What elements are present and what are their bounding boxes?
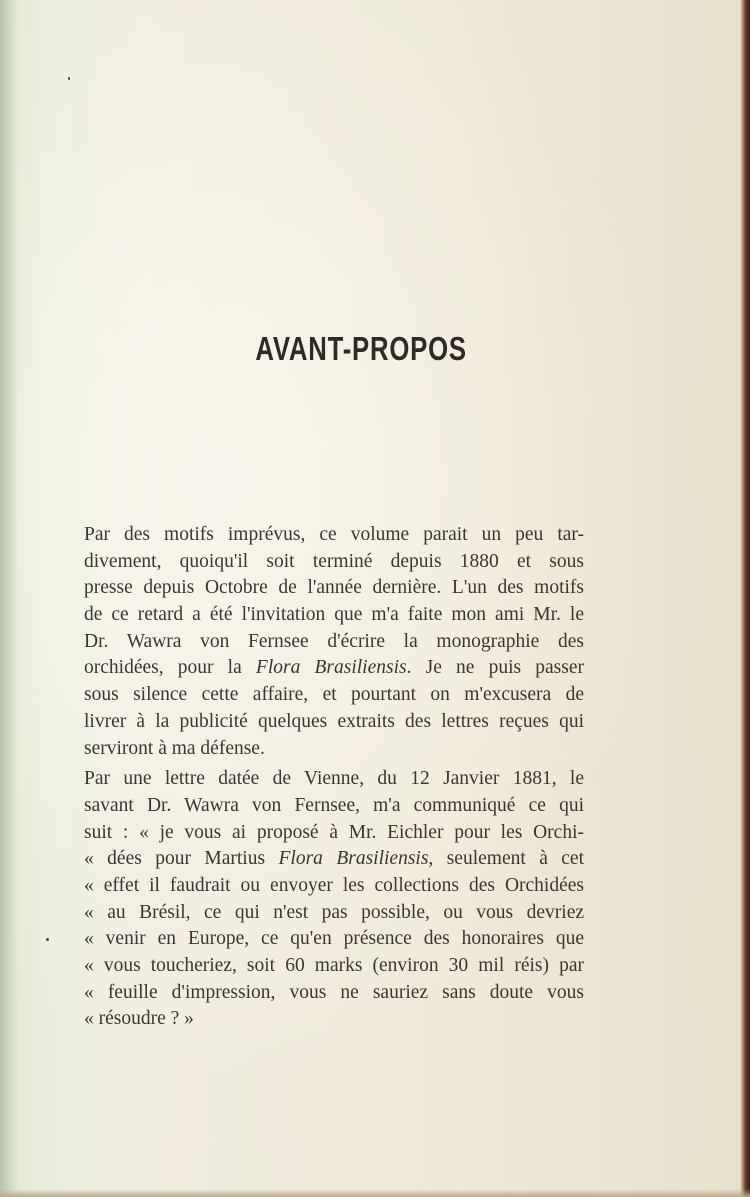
text-line: livrer à la publicité quelques extraits des lettres reçues qui xyxy=(84,710,584,732)
paragraph-2 xyxy=(84,766,584,1033)
text-line: savant Dr. Wawra von Fernsee, m'a communiqué ce qui xyxy=(84,794,584,816)
text-line: « résoudre ? » xyxy=(84,1008,194,1030)
text-line: « effet il faudrait ou envoyer les collections des Orchidées xyxy=(84,874,584,896)
text-line: « vous toucheriez, soit 60 marks (environ 30 mil réis) par xyxy=(84,955,584,976)
ink-speck xyxy=(68,77,70,80)
text-line: Par une lettre datée de Vienne, du 12 Janvier 1881, le xyxy=(84,768,584,790)
text-line: serviront à ma défense. xyxy=(84,737,265,759)
ink-speck xyxy=(46,938,49,941)
book-title-italic: Flora Brasiliensis xyxy=(278,848,429,870)
paragraph-1 xyxy=(84,522,584,762)
text-line: « dées pour Martius Flora Brasiliensis, seulement à cet xyxy=(84,848,584,870)
text-line: de ce retard a été l'invitation que m'a faite mon ami Mr. le xyxy=(84,604,584,626)
text-line: suit : « je vous ai proposé à Mr. Eichler pour les Orchi- xyxy=(84,821,584,843)
text-line: divement, quoiqu'il soit terminé depuis 1880 et sous xyxy=(84,550,584,572)
body-text xyxy=(84,522,584,1033)
text-line: « venir en Europe, ce qu'en présence des honoraires que xyxy=(84,928,584,950)
page-right-edge xyxy=(740,0,750,1197)
text-line: Dr. Wawra von Fernsee d'écrire la monographie des xyxy=(84,630,584,652)
text-line: « feuille d'impression, vous ne sauriez sans doute vous xyxy=(84,981,584,1003)
page-title: AVANT-PROPOS xyxy=(255,330,467,367)
page-bottom-edge xyxy=(0,1189,750,1197)
page-gutter-shadow xyxy=(0,0,18,1197)
text-line: « au Brésil, ce qui n'est pas possible, ou vous devriez xyxy=(84,901,584,923)
text-line: presse depuis Octobre de l'année dernière. L'un des motifs xyxy=(84,577,584,599)
text-line: orchidées, pour la Flora Brasiliensis. Je ne puis passer xyxy=(84,657,584,679)
text-line: sous silence cette affaire, et pourtant on m'excusera de xyxy=(84,684,584,706)
book-title-italic: Flora Brasiliensis xyxy=(255,657,407,679)
text-line: Par des motifs imprévus, ce volume parait un peu tar- xyxy=(84,524,584,545)
